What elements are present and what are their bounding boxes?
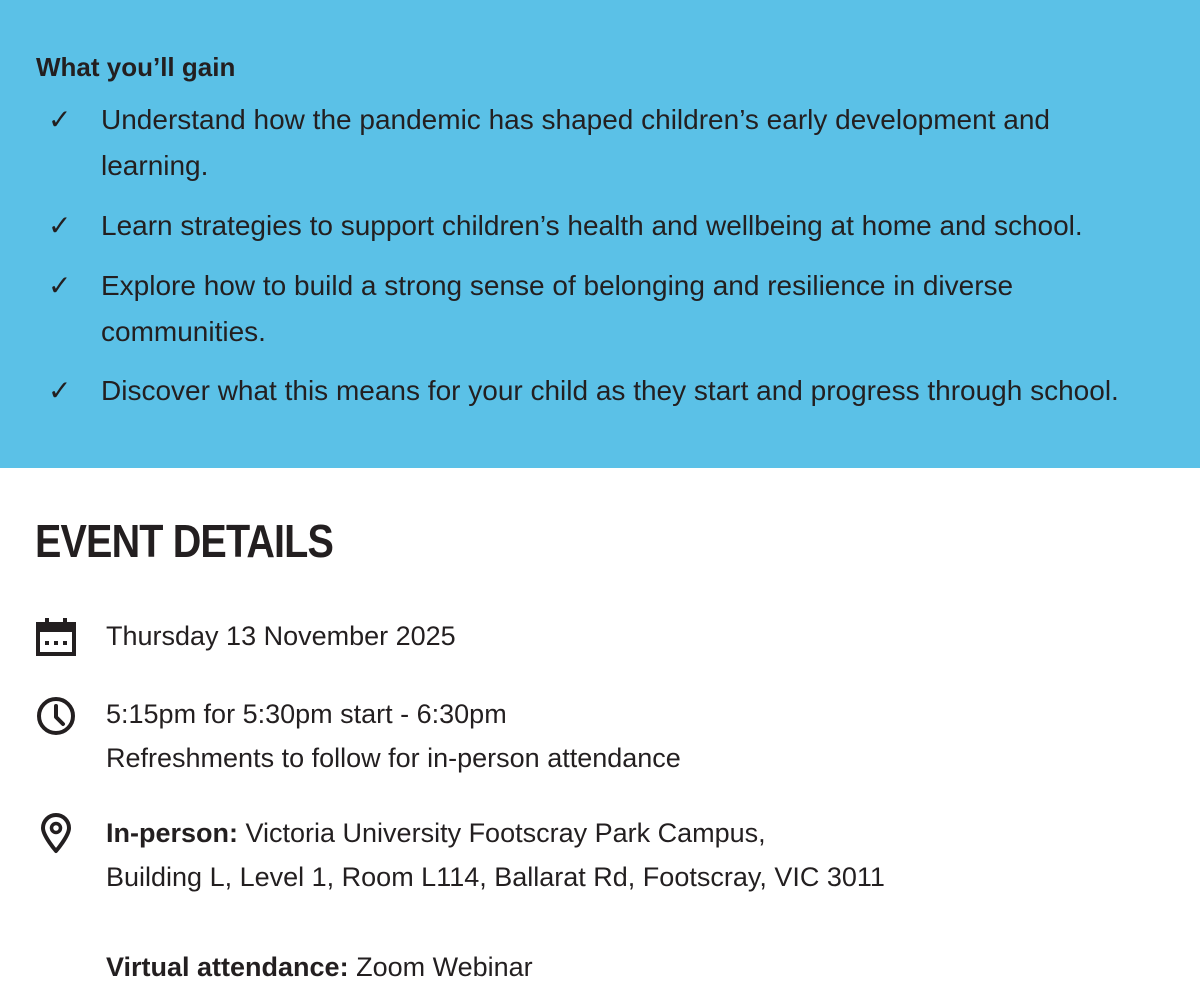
gain-list-item — [36, 368, 1166, 414]
event-time: 5:15pm for 5:30pm start - 6:30pm — [106, 699, 507, 729]
in-person-line — [106, 811, 885, 855]
event-details-title: EVENT DETAILS — [35, 515, 334, 567]
venue-address: Building L, Level 1, Room L114, Ballarat Rd, Footscray, VIC 3011 — [106, 862, 885, 892]
event-date: Thursday 13 November 2025 — [106, 621, 456, 651]
virtual-attendance-label: Virtual attendance: — [106, 952, 349, 982]
event-location-text — [106, 811, 885, 989]
gain-item-text-line2: learning. — [101, 150, 209, 181]
spacer — [106, 899, 885, 945]
checkmark-icon: ✓ — [48, 209, 72, 242]
gain-list-item — [36, 263, 1166, 355]
location-pin-icon — [34, 811, 78, 855]
gain-item-text-line1: Discover what this means for your child as they start and progress through school. — [101, 375, 1119, 406]
checkmark-icon: ✓ — [48, 374, 72, 407]
virtual-attendance-value: Zoom Webinar — [348, 952, 533, 982]
in-person-label: In-person: — [106, 818, 238, 848]
gain-item-text-line1: Learn strategies to support children’s health and wellbeing at home and school. — [101, 210, 1083, 241]
gain-item-text-line1: Understand how the pandemic has shaped children’s early development and — [101, 104, 1050, 135]
gain-item-text-line1: Explore how to build a strong sense of belonging and resilience in diverse — [101, 270, 1014, 301]
gain-list-item — [36, 203, 1166, 249]
gain-heading: What you’ll gain — [36, 52, 236, 82]
checkmark-icon: ✓ — [48, 103, 72, 136]
what-you-gain-section — [0, 0, 1200, 468]
virtual-line — [106, 945, 885, 989]
event-refreshments-note: Refreshments to follow for in-person attendance — [106, 743, 681, 773]
clock-icon — [34, 692, 78, 736]
event-time-text — [106, 692, 681, 780]
calendar-icon — [34, 614, 78, 658]
gain-list-item — [36, 97, 1166, 189]
checkmark-icon: ✓ — [48, 269, 72, 302]
gain-item-text-line2: communities. — [101, 316, 266, 347]
in-person-venue: Victoria University Footscray Park Campus, — [238, 818, 766, 848]
